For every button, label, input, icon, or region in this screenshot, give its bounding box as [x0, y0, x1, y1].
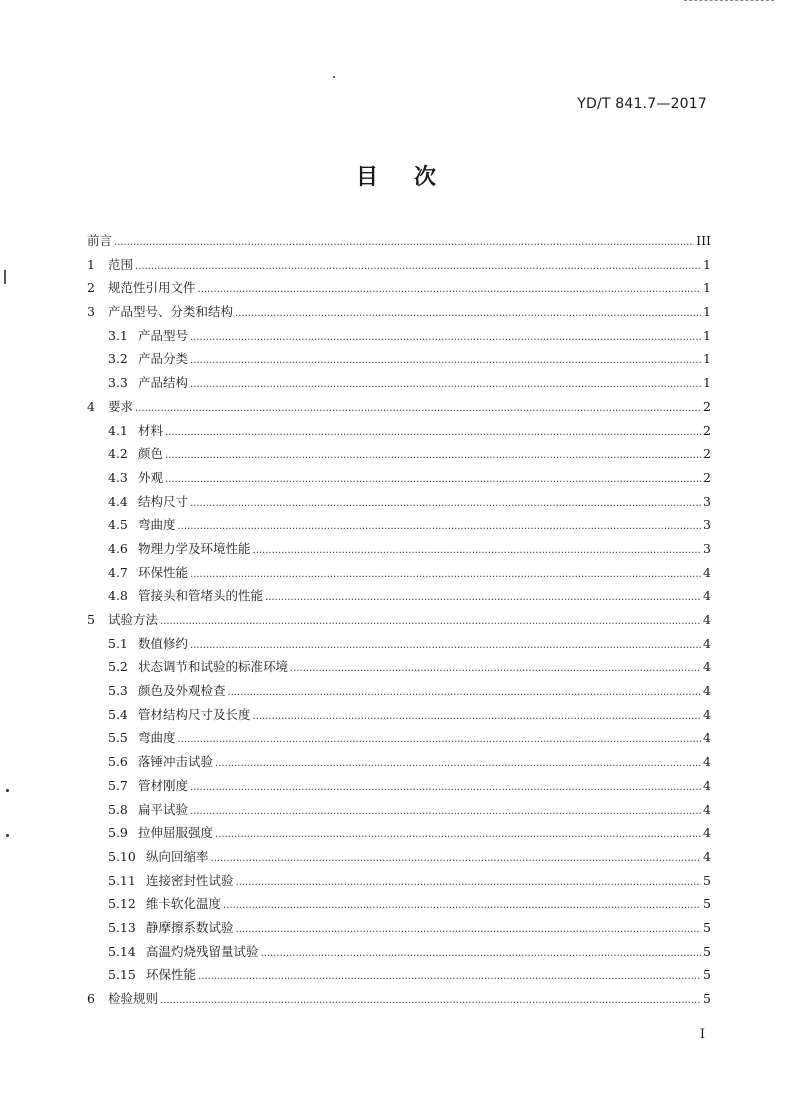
- toc-entry-label: 拉伸屈服强度: [138, 825, 214, 841]
- toc-entry-page: 1: [703, 304, 711, 320]
- toc-entry-number: 5.13: [108, 919, 136, 935]
- toc-entry-label: 颜色: [138, 446, 164, 462]
- toc-entry-number: 5.11: [108, 872, 136, 888]
- toc-dot-leader: [165, 466, 701, 492]
- toc-entry-label: 状态调节和试验的标准环境: [138, 659, 289, 675]
- toc-dot-leader: [236, 916, 701, 942]
- toc-entry-label: 静摩擦系数试验: [146, 919, 234, 935]
- toc-entry-label: 前言: [87, 233, 113, 248]
- toc-entry-label: 规范性引用文件: [108, 280, 196, 296]
- toc-entry-page: 4: [703, 612, 711, 627]
- toc-dot-leader: [165, 442, 701, 468]
- toc-entry-number: 5.1: [108, 635, 128, 651]
- toc-entry-page: 4: [703, 801, 711, 817]
- toc-entry[interactable]: [87, 584, 711, 608]
- toc-entry-label: 颜色及外观检查: [138, 683, 226, 699]
- toc-dot-leader: [236, 869, 701, 895]
- toc-dot-leader: [215, 821, 701, 847]
- toc-dot-leader: [190, 347, 701, 373]
- toc-entry-number: 5.4: [108, 706, 128, 722]
- toc-entry[interactable]: [87, 750, 711, 774]
- scan-dot: [333, 76, 335, 78]
- toc-entry-number: 4.6: [108, 540, 128, 556]
- toc-dot-leader: [253, 537, 701, 563]
- toc-entry[interactable]: [87, 466, 711, 490]
- toc-dot-leader: [253, 703, 701, 729]
- toc-entry-number: 5.3: [108, 683, 128, 699]
- toc-dot-leader: [190, 561, 701, 587]
- toc-entry-number: 4.3: [108, 469, 128, 485]
- toc-entry[interactable]: [87, 300, 711, 324]
- toc-entry-number: 6: [87, 991, 95, 1006]
- toc-entry-page: 4: [703, 825, 711, 841]
- toc-entry[interactable]: [87, 774, 711, 798]
- toc-entry-page: 4: [703, 777, 711, 793]
- page-title: [0, 160, 792, 191]
- toc-entry-page: 4: [703, 706, 711, 722]
- toc-entry-number: 5.7: [108, 777, 128, 793]
- toc-entry-page: 3: [703, 540, 711, 556]
- toc-entry-label: 产品分类: [138, 351, 189, 367]
- scan-artifact-left: [4, 270, 6, 284]
- table-of-contents: [87, 229, 711, 1011]
- toc-entry[interactable]: [87, 371, 711, 395]
- toc-entry-number: 5.12: [108, 896, 136, 912]
- toc-entry-number: 5.5: [108, 730, 128, 746]
- toc-dot-leader: [198, 963, 701, 989]
- toc-entry[interactable]: [87, 632, 711, 656]
- toc-entry-number: 5.2: [108, 659, 128, 675]
- toc-dot-leader: [190, 632, 701, 658]
- toc-entry-label: 产品型号、分类和结构: [108, 304, 234, 320]
- toc-dot-leader: [190, 324, 701, 350]
- scan-dot: [6, 834, 9, 837]
- toc-dot-leader: [211, 845, 701, 871]
- toc-entry-number: 3.3: [108, 375, 128, 391]
- toc-dot-leader: [190, 371, 701, 397]
- toc-entry-label: 材料: [138, 422, 164, 438]
- toc-entry[interactable]: [87, 253, 711, 277]
- toc-entry-page: 4: [703, 754, 711, 770]
- toc-entry-number: 1: [87, 256, 95, 272]
- toc-entry-page: 4: [703, 564, 711, 580]
- toc-dot-leader: [190, 774, 701, 800]
- toc-dot-leader: [160, 987, 701, 1013]
- toc-entry-label: 物理力学及环境性能: [138, 540, 251, 556]
- toc-entry-number: 5: [87, 612, 95, 627]
- toc-dot-leader: [235, 300, 701, 326]
- toc-entry-number: 5.8: [108, 801, 128, 817]
- toc-dot-leader: [228, 679, 701, 705]
- toc-entry-label: 要求: [108, 398, 134, 414]
- toc-entry[interactable]: [87, 892, 711, 916]
- toc-entry-label: 管材刚度: [138, 777, 189, 793]
- toc-entry-page: III: [696, 233, 711, 248]
- toc-entry-label: 环保性能: [138, 564, 189, 580]
- toc-entry-label: 落锤冲击试验: [138, 754, 214, 770]
- toc-entry-label: 管材结构尺寸及长度: [138, 706, 251, 722]
- toc-dot-leader: [261, 940, 701, 966]
- toc-entry-label: 产品结构: [138, 375, 189, 391]
- toc-entry[interactable]: [87, 537, 711, 561]
- page-folio: I: [699, 1027, 705, 1042]
- toc-entry-page: 5: [703, 991, 711, 1006]
- toc-entry[interactable]: [87, 869, 711, 893]
- toc-entry-number: 4.2: [108, 446, 128, 462]
- toc-entry[interactable]: [87, 963, 711, 987]
- toc-entry-page: 1: [703, 351, 711, 367]
- toc-entry-number: 2: [87, 280, 95, 296]
- toc-entry-page: 5: [703, 967, 711, 983]
- toc-entry-page: 5: [703, 919, 711, 935]
- toc-entry-page: 3: [703, 517, 711, 533]
- toc-entry[interactable]: [87, 655, 711, 679]
- toc-dot-leader: [135, 395, 701, 421]
- toc-entry-label: 维卡软化温度: [146, 896, 222, 912]
- document-number: YD/T 841.7—2017: [577, 96, 707, 112]
- toc-dot-leader: [178, 513, 701, 539]
- toc-dot-leader: [265, 584, 701, 610]
- toc-entry-label: 环保性能: [146, 967, 197, 983]
- toc-entry-page: 5: [703, 943, 711, 959]
- toc-entry[interactable]: [87, 347, 711, 371]
- scan-dot: [6, 789, 9, 792]
- toc-entry-number: 4.7: [108, 564, 128, 580]
- toc-entry-number: 3: [87, 304, 95, 320]
- toc-entry-number: 5.10: [108, 848, 136, 864]
- toc-entry-page: 3: [703, 493, 711, 509]
- toc-dot-leader: [114, 229, 694, 255]
- toc-entry-page: 4: [703, 635, 711, 651]
- toc-dot-leader: [165, 419, 701, 445]
- toc-entry-number: 4.8: [108, 588, 128, 604]
- toc-entry[interactable]: [87, 940, 711, 964]
- toc-dot-leader: [215, 750, 701, 776]
- toc-entry-page: 4: [703, 683, 711, 699]
- toc-entry[interactable]: [87, 798, 711, 822]
- toc-entry-page: 1: [703, 375, 711, 391]
- toc-entry[interactable]: [87, 229, 711, 253]
- toc-entry-page: 1: [703, 280, 711, 296]
- toc-entry[interactable]: [87, 987, 711, 1011]
- toc-entry[interactable]: [87, 324, 711, 348]
- toc-entry-page: 1: [703, 327, 711, 343]
- toc-entry[interactable]: [87, 726, 711, 750]
- toc-entry-number: 4: [87, 398, 95, 414]
- toc-entry-number: 5.9: [108, 825, 128, 841]
- toc-entry-number: 4.4: [108, 493, 128, 509]
- toc-entry-number: 5.15: [108, 967, 136, 983]
- toc-entry-page: 2: [703, 469, 711, 485]
- toc-entry-number: 3.1: [108, 327, 128, 343]
- toc-entry[interactable]: [87, 513, 711, 537]
- toc-entry-page: 5: [703, 872, 711, 888]
- toc-entry-page: 4: [703, 848, 711, 864]
- toc-entry-page: 1: [703, 256, 711, 272]
- title-char-1: 目: [355, 165, 378, 190]
- toc-entry[interactable]: [87, 679, 711, 703]
- toc-entry[interactable]: [87, 419, 711, 443]
- toc-entry-label: 产品型号: [138, 327, 189, 343]
- toc-entry[interactable]: [87, 845, 711, 869]
- toc-entry-number: 4.1: [108, 422, 128, 438]
- toc-entry-page: 4: [703, 730, 711, 746]
- toc-entry-label: 管接头和管堵头的性能: [138, 588, 264, 604]
- toc-entry-label: 检验规则: [108, 991, 159, 1006]
- toc-entry-page: 2: [703, 446, 711, 462]
- toc-entry-page: 2: [703, 398, 711, 414]
- toc-entry-page: 2: [703, 422, 711, 438]
- toc-entry-page: 5: [703, 896, 711, 912]
- toc-dot-leader: [160, 608, 701, 634]
- toc-entry-page: 4: [703, 588, 711, 604]
- toc-dot-leader: [223, 892, 701, 918]
- toc-entry-label: 扁平试验: [138, 801, 189, 817]
- toc-dot-leader: [290, 655, 701, 681]
- toc-entry-label: 高温灼烧残留量试验: [146, 943, 259, 959]
- toc-entry[interactable]: [87, 276, 711, 300]
- toc-entry[interactable]: [87, 608, 711, 632]
- toc-entry-label: 纵向回缩率: [146, 848, 209, 864]
- toc-entry-label: 结构尺寸: [138, 493, 189, 509]
- toc-dot-leader: [135, 253, 701, 279]
- toc-entry[interactable]: [87, 916, 711, 940]
- toc-entry[interactable]: [87, 703, 711, 727]
- toc-dot-leader: [198, 276, 701, 302]
- toc-entry[interactable]: [87, 821, 711, 845]
- toc-entry[interactable]: [87, 395, 711, 419]
- toc-entry-number: 4.5: [108, 517, 128, 533]
- toc-entry[interactable]: [87, 442, 711, 466]
- toc-dot-leader: [190, 490, 701, 516]
- toc-entry-label: 数值修约: [138, 635, 189, 651]
- toc-entry-number: 3.2: [108, 351, 128, 367]
- title-char-2: 次: [414, 165, 437, 190]
- toc-entry-page: 4: [703, 659, 711, 675]
- toc-dot-leader: [178, 726, 701, 752]
- toc-entry[interactable]: [87, 561, 711, 585]
- toc-entry-label: 试验方法: [108, 612, 159, 627]
- toc-entry-label: 范围: [108, 256, 134, 272]
- scan-artifact-top: [684, 0, 774, 4]
- toc-entry-label: 弯曲度: [138, 730, 176, 746]
- toc-entry-label: 连接密封性试验: [146, 872, 234, 888]
- toc-entry-label: 外观: [138, 469, 164, 485]
- toc-entry-label: 弯曲度: [138, 517, 176, 533]
- toc-entry[interactable]: [87, 490, 711, 514]
- toc-dot-leader: [190, 798, 701, 824]
- toc-entry-number: 5.6: [108, 754, 128, 770]
- toc-entry-number: 5.14: [108, 943, 136, 959]
